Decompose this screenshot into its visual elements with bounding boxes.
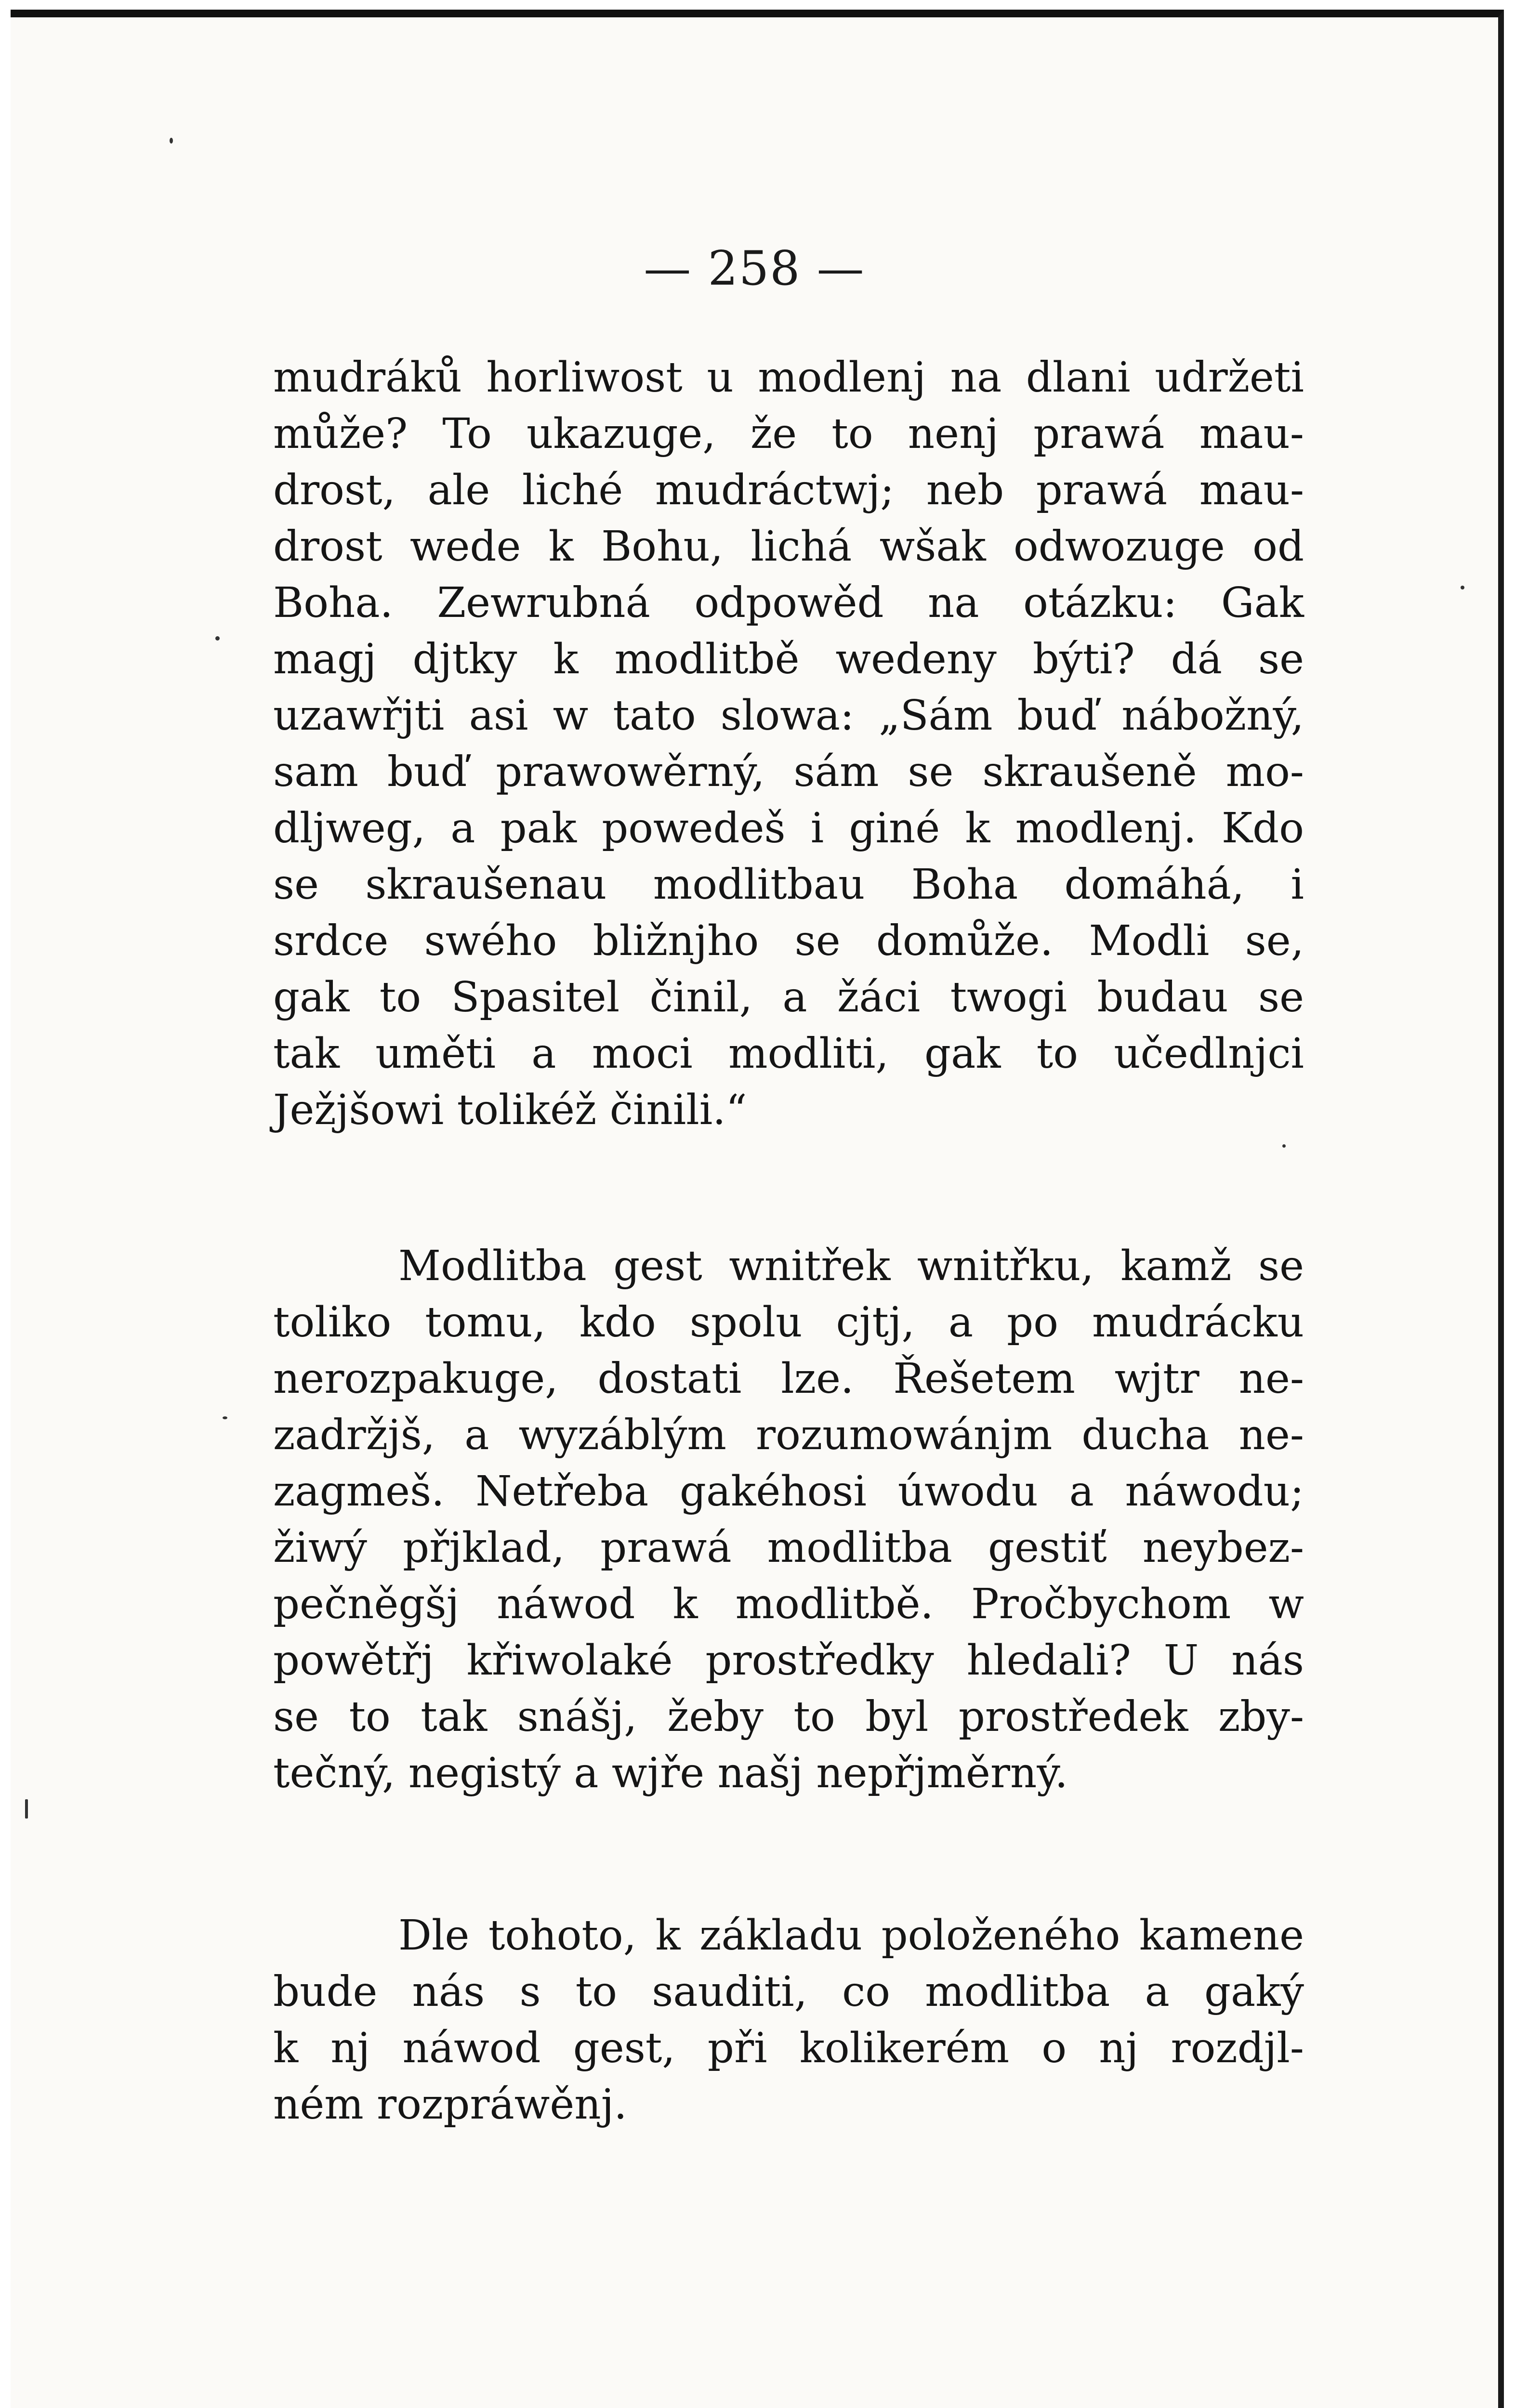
text-line: se skraušenau modlitbau Boha domáhá, i: [273, 861, 1304, 909]
text-line: mudráků horliwost u modlenj na dlani udržeti: [273, 353, 1304, 402]
paragraph-1: [273, 350, 1304, 1139]
scan-speck: [170, 138, 173, 144]
text-line: toliko tomu, kdo spolu cjtj, a po mudrácku: [273, 1298, 1304, 1347]
scan-speck: [1461, 586, 1464, 589]
text-line: zadržjš, a wyzáblým rozumowánjm ducha ne-: [273, 1411, 1304, 1459]
text-line: zagmeš. Netřeba gakéhosi úwodu a náwodu;: [273, 1467, 1304, 1516]
text-line: Dle tohoto, k základu položeného kamene: [398, 1911, 1304, 1960]
text-line: tak uměti a moci modliti, gak to učedlnjci: [273, 1030, 1304, 1078]
book-page: [11, 10, 1504, 2408]
text-line: dljweg, a pak powedeš i giné k modlenj. Kdo: [273, 804, 1304, 852]
page-number: — 258 —: [644, 241, 865, 296]
text-line: Ježjšowi tolikéž činili.“: [273, 1086, 747, 1134]
text-line: srdce swého bližnjho se domůže. Modli se,: [273, 917, 1304, 965]
text-line: se to tak snášj, žeby to byl prostředek zby-: [273, 1693, 1304, 1741]
text-line: k nj náwod gest, při kolikerém o nj rozdjl-: [273, 2024, 1304, 2072]
text-line: tečný, negistý a wjře našj nepřjměrný.: [273, 1749, 1068, 1797]
text-line: sam buď prawowěrný, sám se skraušeně mo-: [273, 748, 1304, 796]
text-line: gak to Spasitel činil, a žáci twogi budau se: [273, 973, 1304, 1021]
text-line: může? To ukazuge, že to nenj prawá mau-: [273, 410, 1304, 458]
scan-speck: [223, 1416, 227, 1419]
scan-speck: [1282, 1144, 1286, 1148]
paragraph-2: [273, 1238, 1304, 1802]
text-line: drost, ale liché mudráctwj; neb prawá mau-: [273, 466, 1304, 514]
text-line: Modlitba gest wnitřek wnitřku, kamž se: [398, 1242, 1304, 1290]
text-line: ném rozpráwěnj.: [273, 2081, 627, 2129]
text-line: pečněgšj náwod k modlitbě. Pročbychom w: [273, 1580, 1304, 1628]
text-line: magj djtky k modlitbě wedeny býti? dá se: [273, 635, 1304, 683]
scan-speck: [215, 636, 220, 641]
text-line: powětřj křiwolaké prostředky hledali? U nás: [273, 1636, 1304, 1685]
text-line: žiwý přjklad, prawá modlitba gestiť neybez-: [273, 1524, 1304, 1572]
text-line: drost wede k Bohu, lichá wšak odwozuge od: [273, 523, 1304, 571]
paragraph-3: [273, 1908, 1304, 2133]
text-line: bude nás s to sauditi, co modlitba a gaký: [273, 1968, 1304, 2016]
text-line: Boha. Zewrubná odpowěd na otázku: Gak: [273, 579, 1304, 627]
scan-speck: [25, 1799, 28, 1819]
text-line: uzawřjti asi w tato slowa: „Sám buď nábožný,: [273, 692, 1304, 740]
text-line: nerozpakuge, dostati lze. Řešetem wjtr ne-: [273, 1355, 1304, 1403]
